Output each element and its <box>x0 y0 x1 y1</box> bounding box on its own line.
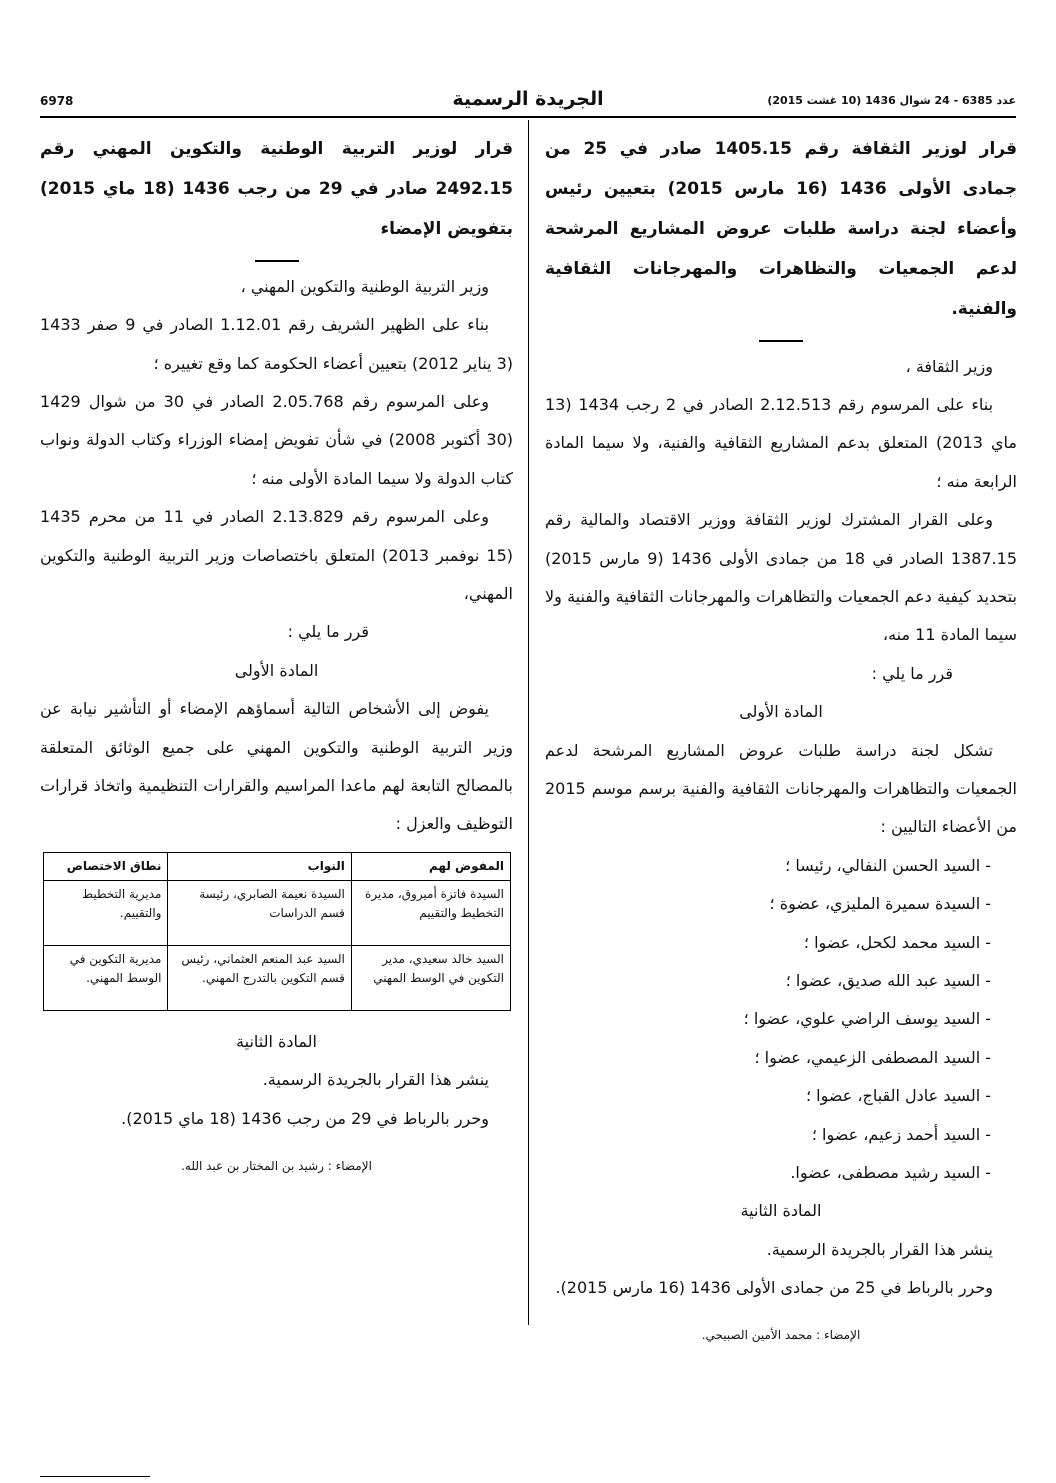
article-heading: المادة الثانية <box>236 1031 317 1051</box>
done-at-line: وحرر بالرباط في 25 من جمادى الأولى 1436 (16 مارس 2015). <box>555 1278 993 1298</box>
signature: الإمضاء : رشيد بن المختار بن عبد الله. <box>181 1159 372 1174</box>
left-column <box>40 130 513 1181</box>
article-text: ينشر هذا القرار بالجريدة الرسمية. <box>766 1239 993 1259</box>
table-row <box>44 945 511 1010</box>
basis-paragraph: بناء على المرسوم رقم 2.12.513 الصادر في 2 رجب 1434 (13 ماي 2013) المتعلق بدعم المشاريع الثقافية والفنية، ولا سيما المادة الرابعة منه ؛ <box>545 395 1017 491</box>
done-at-line: وحرر بالرباط في 29 من رجب 1436 (18 ماي 2015). <box>121 1108 489 1128</box>
article-heading: المادة الثانية <box>740 1201 822 1221</box>
article-heading: المادة الأولى <box>234 660 319 680</box>
right-column <box>545 130 1017 1350</box>
delegation-table <box>43 852 511 1011</box>
basis-paragraph: وعلى المرسوم رقم 2.13.829 الصادر في 11 من محرم 1435 (15 نوفمبر 2013) المتعلق باختصاصات وزير التربية الوطنية والتكوين المهني، <box>40 507 513 603</box>
table-cell: مديرية التكوين في الوسط المهني. <box>44 945 168 1010</box>
header-rule <box>40 116 1016 118</box>
member-item: - السيد عبد الله صديق، عضوا ؛ <box>785 970 991 990</box>
member-item: - السيد الحسن النفالي، رئيسا ؛ <box>785 855 991 875</box>
member-item: - السيد عادل القباج، عضوا ؛ <box>805 1086 991 1106</box>
title-separator <box>759 340 803 342</box>
table-row <box>44 880 511 945</box>
member-item: - السيد أحمد زعيم، عضوا ؛ <box>811 1124 991 1144</box>
table-cell: السيدة نعيمة الصابري، رئيسة قسم الدراسات <box>168 880 351 945</box>
basis-paragraph: بناء على الظهير الشريف رقم 1.12.01 الصادر في 9 صفر 1433 (3 يناير 2012) بتعيين أعضاء الحكومة كما وقع تغييره ؛ <box>40 315 513 373</box>
basis-paragraph: وعلى المرسوم رقم 2.05.768 الصادر في 30 من شوال 1429 (30 أكتوبر 2008) في شأن تفويض إمضاء الوزراء وكتاب الدولة ونواب كتاب الدولة ولا سيما المادة الأولى منه ؛ <box>40 391 513 488</box>
member-item: - السيد رشيد مصطفى، عضوا. <box>790 1162 991 1182</box>
column-divider <box>528 120 529 1325</box>
table-header-cell: المفوض لهم <box>351 852 510 880</box>
page-number: 6978 <box>40 94 74 108</box>
table-cell: السيد عبد المنعم العثماني، رئيس قسم التكوين بالتدرج المهني. <box>168 945 351 1010</box>
member-item: - السيد يوسف الراضي علوي، عضوا ؛ <box>743 1009 991 1029</box>
footer-rule <box>40 1476 150 1477</box>
decree-title-culture: قرار لوزير الثقافة رقم 1405.15 صادر في 25 من جمادى الأولى 1436 (16 مارس 2015) بتعيين رئيس وأعضاء لجنة دراسة طلبات عروض المشاريع المرشحة لدعم الجمعيات والتظاهرات والمهرجانات الثقافية والفنية. <box>545 139 1017 319</box>
table-header-cell: النواب <box>168 852 351 880</box>
article-heading: المادة الأولى <box>739 702 823 722</box>
table-cell: السيدة فاتزة أميروق، مديرة التخطيط والتقييم <box>351 880 510 945</box>
member-item: - السيد المصطفى الزعيمي، عضوا ؛ <box>754 1047 991 1067</box>
table-cell: السيد خالد سعيدي، مدير التكوين في الوسط المهني <box>351 945 510 1010</box>
decides-line: قرر ما يلي : <box>287 622 369 642</box>
minister-line: وزير الثقافة ، <box>905 356 993 376</box>
table-cell: مديرية التخطيط والتقييم. <box>44 880 168 945</box>
article-text: ينشر هذا القرار بالجريدة الرسمية. <box>262 1070 489 1090</box>
signature: الإمضاء : محمد الأمين الصبيحي. <box>701 1328 861 1343</box>
article-text: تشكل لجنة دراسة طلبات عروض المشاريع المرشحة لدعم الجمعيات والتظاهرات والمهرجانات الثقافية والفنية برسم موسم 2015 من الأعضاء التاليين : <box>545 740 1017 837</box>
page-header <box>40 88 1016 114</box>
basis-paragraph: وعلى القرار المشترك لوزير الثقافة ووزير الاقتصاد والمالية رقم 1387.15 الصادر في 18 من جمادى الأولى 1436 (9 مارس 2015) بتحديد كيفية دعم الجمعيات والتظاهرات والمهرجانات الثقافية والفنية ولا سيما المادة 11 منه، <box>545 510 1017 645</box>
minister-line: وزير التربية الوطنية والتكوين المهني ، <box>240 276 489 296</box>
table-header-cell: نطاق الاختصاص <box>44 852 168 880</box>
issue-info: عدد 6385 - 24 شوال 1436 (10 غشت 2015) <box>767 94 1016 107</box>
decree-title-education: قرار لوزير التربية الوطنية والتكوين المهني رقم 2492.15 صادر في 29 من رجب 1436 (18 ماي 2015) بتفويض الإمضاء <box>40 139 513 239</box>
member-item: - السيد محمد لكحل، عضوا ؛ <box>803 932 991 952</box>
gazette-title: الجريدة الرسمية <box>452 88 604 110</box>
table-header-row <box>44 852 511 880</box>
member-item: - السيدة سميرة المليزي، عضوة ؛ <box>769 894 991 914</box>
article-text: يفوض إلى الأشخاص التالية أسماؤهم الإمضاء أو التأشير نيابة عن وزير التربية الوطنية والتكوين المهني على جميع الوثائق المتعلقة بالمصالح التابعة لهم ماعدا المراسيم والقرارات التنظيمية واتخاذ قرارات التوظيف والعزل : <box>40 699 513 834</box>
title-separator <box>255 260 299 262</box>
decides-line: قرر ما يلي : <box>871 663 953 683</box>
